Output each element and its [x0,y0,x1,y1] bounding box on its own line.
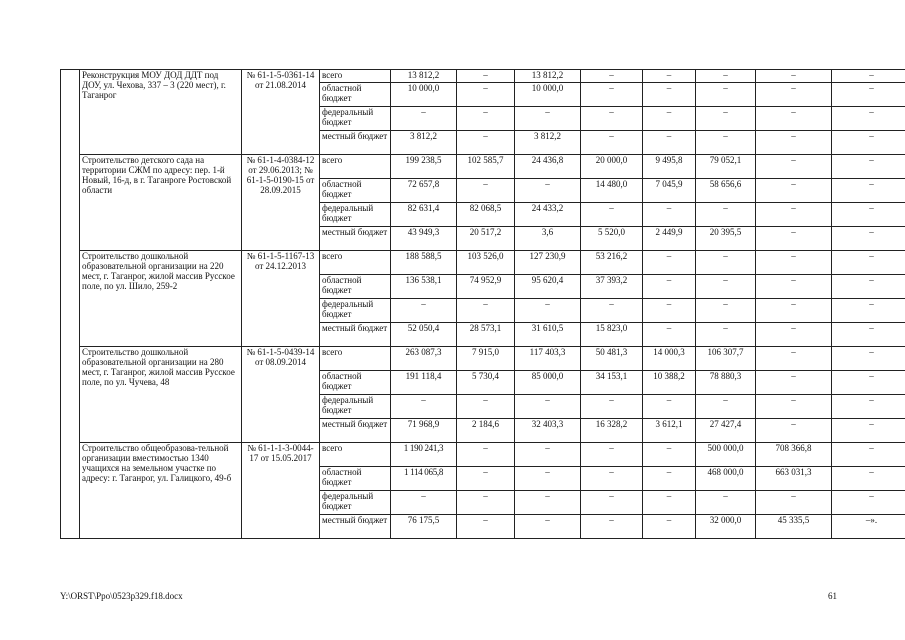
funding-source: всего [320,443,391,467]
amount-cell: – [581,107,643,131]
amount-cell: – [643,203,696,227]
amount-cell: 14 000,3 [643,347,696,371]
amount-cell: – [581,443,643,467]
amount-cell: 9 495,8 [643,155,696,179]
amount-cell: 78 880,3 [696,371,756,395]
amount-cell: 76 175,5 [391,515,457,539]
amount-cell: 72 657,8 [391,179,457,203]
amount-cell: – [756,299,832,323]
amount-cell: – [832,155,905,179]
funding-source: федеральный бюджет [320,203,391,227]
amount-cell: 85 000,0 [515,371,581,395]
amount-cell: – [756,83,832,107]
amount-cell: – [581,131,643,155]
project-name: Строительство дошкольной образовательной организации на 280 мест, г. Таганрог, жилой массив Русское поле, по ул. Чучева, 48 [80,347,242,443]
amount-cell: – [643,467,696,491]
permit-number: № 61-1-5-0361-14 от 21.08.2014 [242,70,320,155]
amount-cell: – [756,371,832,395]
project-name: Строительство дошкольной образовательной организации на 220 мест, г. Таганрог, жилой массив Русское поле, по ул. Шило, 259-2 [80,251,242,347]
amount-cell: 3 612,1 [643,419,696,443]
amount-cell: 95 620,4 [515,275,581,299]
amount-cell: 16 328,2 [581,419,643,443]
amount-cell: – [696,395,756,419]
amount-cell: – [643,70,696,83]
amount-cell: – [581,83,643,107]
amount-cell: – [457,107,515,131]
amount-cell: – [457,515,515,539]
amount-cell: – [581,70,643,83]
amount-cell: – [756,203,832,227]
amount-cell: 50 481,3 [581,347,643,371]
amount-cell: 27 427,4 [696,419,756,443]
funding-source: областной бюджет [320,371,391,395]
amount-cell: – [643,395,696,419]
amount-cell: 3,6 [515,227,581,251]
amount-cell: – [643,251,696,275]
amount-cell: – [832,467,905,491]
funding-source: федеральный бюджет [320,491,391,515]
amount-cell: 263 087,3 [391,347,457,371]
amount-cell: 20 000,0 [581,155,643,179]
amount-cell: 500 000,0 [696,443,756,467]
amount-cell: 82 068,5 [457,203,515,227]
funding-source: местный бюджет [320,419,391,443]
amount-cell: – [643,323,696,347]
amount-cell: – [515,395,581,419]
funding-source: местный бюджет [320,131,391,155]
amount-cell: – [696,323,756,347]
amount-cell: – [643,107,696,131]
permit-number: № 61-1-1-3-0044-17 от 15.05.2017 [242,443,320,539]
amount-cell: – [696,131,756,155]
amount-cell: – [756,419,832,443]
amount-cell: 106 307,7 [696,347,756,371]
amount-cell: – [643,491,696,515]
amount-cell: 31 610,5 [515,323,581,347]
amount-cell: 3 812,2 [391,131,457,155]
amount-cell: – [581,491,643,515]
amount-cell: – [457,299,515,323]
amount-cell: 15 823,0 [581,323,643,347]
amount-cell: – [581,467,643,491]
funding-source: всего [320,155,391,179]
amount-cell: – [696,107,756,131]
footer-file-path: Y:\ORST\Ppo\0523p329.f18.docx [60,591,183,601]
amount-cell: – [515,443,581,467]
funding-source: федеральный бюджет [320,395,391,419]
funding-source: местный бюджет [320,227,391,251]
amount-cell: – [457,467,515,491]
amount-cell: – [457,395,515,419]
amount-cell: 663 031,3 [756,467,832,491]
amount-cell: 24 436,8 [515,155,581,179]
amount-cell: – [643,515,696,539]
amount-cell: 188 588,5 [391,251,457,275]
amount-cell: – [391,107,457,131]
amount-cell: – [756,179,832,203]
funding-source: областной бюджет [320,275,391,299]
amount-cell: – [832,443,905,467]
amount-cell: 468 000,0 [696,467,756,491]
amount-cell: 52 050,4 [391,323,457,347]
amount-cell: – [832,347,905,371]
funding-source: всего [320,251,391,275]
amount-cell: 71 968,9 [391,419,457,443]
amount-cell: – [515,107,581,131]
amount-cell: – [643,83,696,107]
amount-cell: – [832,227,905,251]
amount-cell: 32 403,3 [515,419,581,443]
amount-cell: – [457,443,515,467]
amount-cell: – [581,395,643,419]
amount-cell: – [756,323,832,347]
table-row [61,347,905,371]
amount-cell: 5 730,4 [457,371,515,395]
permit-number: № 61-1-5-0439-14 от 08.09.2014 [242,347,320,443]
amount-cell: – [756,251,832,275]
amount-cell: 102 585,7 [457,155,515,179]
amount-cell: 13 812,2 [515,70,581,83]
amount-cell: 43 949,3 [391,227,457,251]
amount-cell: 82 631,4 [391,203,457,227]
amount-cell: – [832,251,905,275]
amount-cell: – [756,227,832,251]
amount-cell: – [457,491,515,515]
funding-source: областной бюджет [320,179,391,203]
amount-cell: 45 335,5 [756,515,832,539]
amount-cell: – [515,515,581,539]
amount-cell: – [515,467,581,491]
amount-cell: 53 216,2 [581,251,643,275]
amount-cell: – [515,491,581,515]
amount-cell: –». [832,515,905,539]
amount-cell: – [832,131,905,155]
amount-cell: – [391,395,457,419]
amount-cell: 5 520,0 [581,227,643,251]
amount-cell: – [696,83,756,107]
amount-cell: 708 366,8 [756,443,832,467]
amount-cell: – [457,70,515,83]
amount-cell: 2 184,6 [457,419,515,443]
amount-cell: 2 449,9 [643,227,696,251]
amount-cell: – [457,131,515,155]
amount-cell: 20 517,2 [457,227,515,251]
funding-source: всего [320,70,391,83]
amount-cell: 7 045,9 [643,179,696,203]
amount-cell: – [696,491,756,515]
amount-cell: 79 052,1 [696,155,756,179]
amount-cell: 1 114 065,8 [391,467,457,491]
project-name: Реконструкция МОУ ДОД ДДТ под ДОУ, ул. Чехова, 337 – 3 (220 мест), г. Таганрог [80,70,242,155]
project-name: Строительство детского сада на территории СЖМ по адресу: пер. 1-й Новый, 16-д, в г. Таганроге Ростовской области [80,155,242,251]
funding-source: областной бюджет [320,83,391,107]
amount-cell: – [696,70,756,83]
amount-cell: 24 433,2 [515,203,581,227]
amount-cell: – [756,131,832,155]
amount-cell: – [515,179,581,203]
funding-source: всего [320,347,391,371]
amount-cell: 1 190 241,3 [391,443,457,467]
amount-cell: – [756,395,832,419]
amount-cell: 3 812,2 [515,131,581,155]
amount-cell: 74 952,9 [457,275,515,299]
amount-cell: 14 480,0 [581,179,643,203]
permit-number: № 61-1-5-1167-13 от 24.12.2013 [242,251,320,347]
amount-cell: 191 118,4 [391,371,457,395]
amount-cell: 10 000,0 [391,83,457,107]
amount-cell: – [832,83,905,107]
table-row [61,251,905,275]
amount-cell: – [643,299,696,323]
amount-cell: – [756,155,832,179]
amount-cell: – [832,371,905,395]
budget-table [60,69,905,539]
amount-cell: – [756,275,832,299]
amount-cell: – [581,299,643,323]
amount-cell: – [756,70,832,83]
table-row [61,443,905,467]
amount-cell: 7 915,0 [457,347,515,371]
amount-cell: – [832,179,905,203]
funding-source: местный бюджет [320,515,391,539]
amount-cell: 10 000,0 [515,83,581,107]
amount-cell: 136 538,1 [391,275,457,299]
amount-cell: – [391,299,457,323]
amount-cell: – [515,299,581,323]
amount-cell: – [832,395,905,419]
funding-source: федеральный бюджет [320,299,391,323]
amount-cell: 32 000,0 [696,515,756,539]
amount-cell: – [696,203,756,227]
row-number-cell [61,70,80,539]
amount-cell: – [756,491,832,515]
amount-cell: 127 230,9 [515,251,581,275]
amount-cell: 199 238,5 [391,155,457,179]
amount-cell: – [643,275,696,299]
amount-cell: – [391,491,457,515]
amount-cell: – [832,491,905,515]
amount-cell: – [696,251,756,275]
amount-cell: 58 656,6 [696,179,756,203]
amount-cell: 20 395,5 [696,227,756,251]
amount-cell: – [756,347,832,371]
amount-cell: – [832,299,905,323]
table-row [61,155,905,179]
amount-cell: – [696,299,756,323]
amount-cell: – [832,107,905,131]
project-name: Строительство общеобразова-тельной организации вместимостью 1340 учащихся на земельном участке по адресу: г. Таганрог, ул. Галицкого, 49-б [80,443,242,539]
page-number: 61 [828,591,837,601]
amount-cell: – [832,275,905,299]
permit-number: № 61-1-4-0384-12 от 29.06.2013; № 61-1-5-0190-15 от 28.09.2015 [242,155,320,251]
amount-cell: 13 812,2 [391,70,457,83]
amount-cell: 103 526,0 [457,251,515,275]
amount-cell: – [643,131,696,155]
amount-cell: – [581,515,643,539]
funding-source: федеральный бюджет [320,107,391,131]
amount-cell: – [832,419,905,443]
funding-source: местный бюджет [320,323,391,347]
amount-cell: – [643,443,696,467]
funding-source: областной бюджет [320,467,391,491]
amount-cell: 34 153,1 [581,371,643,395]
amount-cell: 28 573,1 [457,323,515,347]
amount-cell: – [581,203,643,227]
amount-cell: – [756,107,832,131]
amount-cell: – [832,70,905,83]
amount-cell: 37 393,2 [581,275,643,299]
amount-cell: 117 403,3 [515,347,581,371]
amount-cell: 10 388,2 [643,371,696,395]
table-row [61,70,905,83]
amount-cell: – [696,275,756,299]
amount-cell: – [832,323,905,347]
amount-cell: – [832,203,905,227]
amount-cell: – [457,179,515,203]
amount-cell: – [457,83,515,107]
